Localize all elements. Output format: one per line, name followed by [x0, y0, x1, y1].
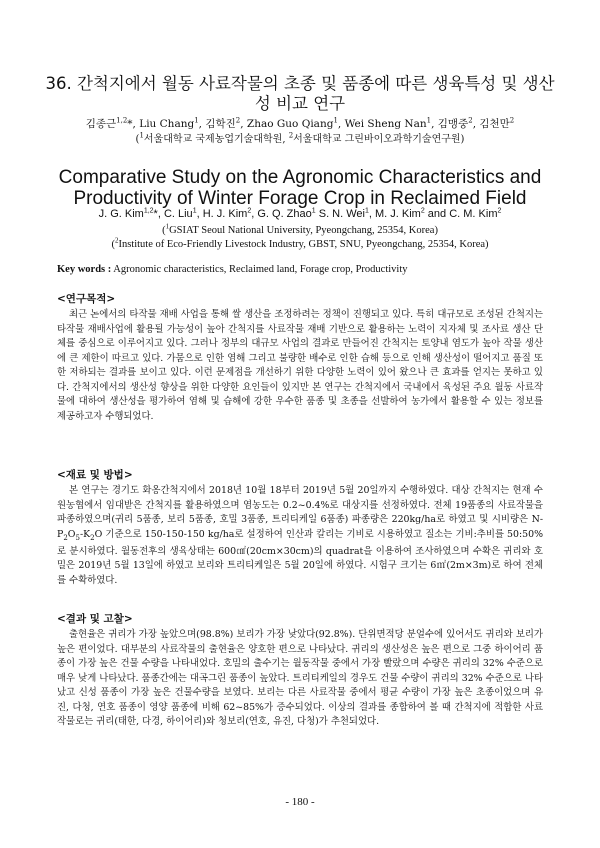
results-paragraph: 출현율은 귀리가 가장 높았으며(98.8%) 보리가 가장 낮았다(92.8%). 단위면적당 분얼수에 있어서도 귀리와 보리가 높은 편이었다. 대부분의 사료작물의 출현율은 양호한 편으로 나타났다. 귀리의 생산성은 높은 편으로 그중 하이어리 품종이 가장 높은 건물 수량을 나타내었다. 호밀의 출수기는 월동작물 중에서 가장 빨랐으며 수량은 귀리의 32% 수준으로 매우 낮게 나타났다. 품종간에는 대곡그린 품종이 높았다. 트리티케일의 경우도 건물 수량이 귀리의 32% 수준으로 나타났고 신성 품종이 가장 높은 건물수량을 보였다. 보리는 다른 사료작물 중에서 평균 수량이 가장 높은 초종이었으며 유진, 다청, 연호 품종이 영양 품종에 비해 62~85%가 증수되었다. 이상의 결과를 종합하여 볼 때 간척지에 적합한 사료작물로는 귀리(태한, 다경, 하이어리)와 청보리(연호, 유진, 다청)가 추천되었다.	[57, 629, 543, 727]
purpose-paragraph: 최근 논에서의 타작물 재배 사업을 통해 쌀 생산을 조정하려는 정책이 진행되고 있다. 특히 대규모로 조성된 간척지는 타작물 재배사업에 활용될 가능성이 높아 간척지를 사료작물 재배 기반으로 활용하는 노력이 지자체 및 조사료 생산 단체를 중심으로 이루어지고 있다. 그러나 정부의 대규모 사업의 결과로 만들어진 간척지는 토양내 염도가 높아 작물 생산에 큰 제한이 따르고 있다. 가뭄으로 인한 염해 그리고 불량한 배수로 인한 습해 등으로 인해 생산성이 떨어지고 품질 또한 저하되는 결과를 보이고 있다. 이런 문제점을 개선하기 위한 다양한 노력이 있어 왔으나 큰 효과를 얻지는 못하고 있다. 간척지에서의 생산성 향상을 위한 다양한 요인들이 있지만 본 연구는 간척지에서 국내에서 육성된 주요 월동 사료작물에 대하여 생산성을 평가하여 염해 및 습해에 강한 우수한 품종 및 초종을 선발하여 농가에서 활용할 수 있는 정보를 제공하고자 수행되었다.	[57, 309, 543, 422]
english-authors: J. G. Kim$^{1,2}$*, C. Liu$^1$, H. J. Kim$^2$, G. Q. Zhao$^1$ S. N. Wei$^1$, M. J. Kim$^2$ and C. M. Kim$^2$	[98, 207, 502, 220]
korean-title: 36. 간척지에서 월동 사료작물의 초종 및 품종에 따른 생육특성 및 생산성 비교 연구	[45, 74, 555, 113]
section-heading-methods: <재료 및 방법>	[57, 469, 133, 481]
page-number: - 180 -	[285, 796, 315, 808]
english-title: Comparative Study on the Agronomic Characteristics and Productivity of Winter Forage Crop in Reclaimed Field	[58, 167, 542, 209]
section-heading-results: <결과 및 고찰>	[57, 613, 133, 625]
keywords-text: Agronomic characteristics, Reclaimed land, Forage crop, Productivity	[113, 264, 408, 275]
section-heading-purpose: <연구목적>	[57, 293, 116, 305]
korean-authors: 김종근$^{1,2}$*, Liu Chang$^1$, 김학진$^2$, Zhao Guo Qiang$^1$, Wei Sheng Nan$^1$, 김맹중$^2$, 김천만$^2$	[85, 116, 515, 130]
methods-paragraph: 본 연구는 경기도 화옹간척지에서 2018년 10월 18부터 2019년 5월 20일까지 수행하였다. 대상 간척지는 현재 수원농협에서 임대받은 간척지를 활용하였으며 염농도는 0.2~0.4%로 대상지를 선정하였다. 전체 19품종의 사료작물을 파종하였으며(귀리 5품종, 보리 5품종, 호밀 3품종, 트리티케일 6품종) 파종량은 220kg/ha로 하였고 및 시비량은 $N-P_2O_5-K_2O$ 기준으로 150-150-150 kg/ha로 설정하여 인산과 칼리는 기비로 시용하였고 질소는 기비:추비를 50:50%로 분시하였다. 월동전후의 생육상태는 600㎠(20cm×30cm)의 quadrat을 이용하여 조사하였으며 수확은 귀리와 호밀은 2019년 5월 13일에 하였고 보리와 트리티케일은 5월 20일에 하였다. 시험구 크기는 6㎡(2m×3m)로 하여 전체를 수확하였다.	[57, 485, 543, 586]
korean-affiliation: ($^1$서울대학교 국제농업기술대학원, $^2$서울대학교 그린바이오과학기술연구원)	[135, 131, 465, 145]
keywords-line	[57, 263, 557, 277]
english-affiliation-2: ($^2$Institute of Eco-Friendly Livestock Industry, GBST, SNU, Pyeongchang, 25354, Korea)	[111, 236, 489, 250]
keywords-label: Key words :	[57, 264, 112, 275]
english-affiliation-1: ($^1$GSIAT Seoul National University, Pyeongchang, 25354, Korea)	[162, 222, 438, 236]
